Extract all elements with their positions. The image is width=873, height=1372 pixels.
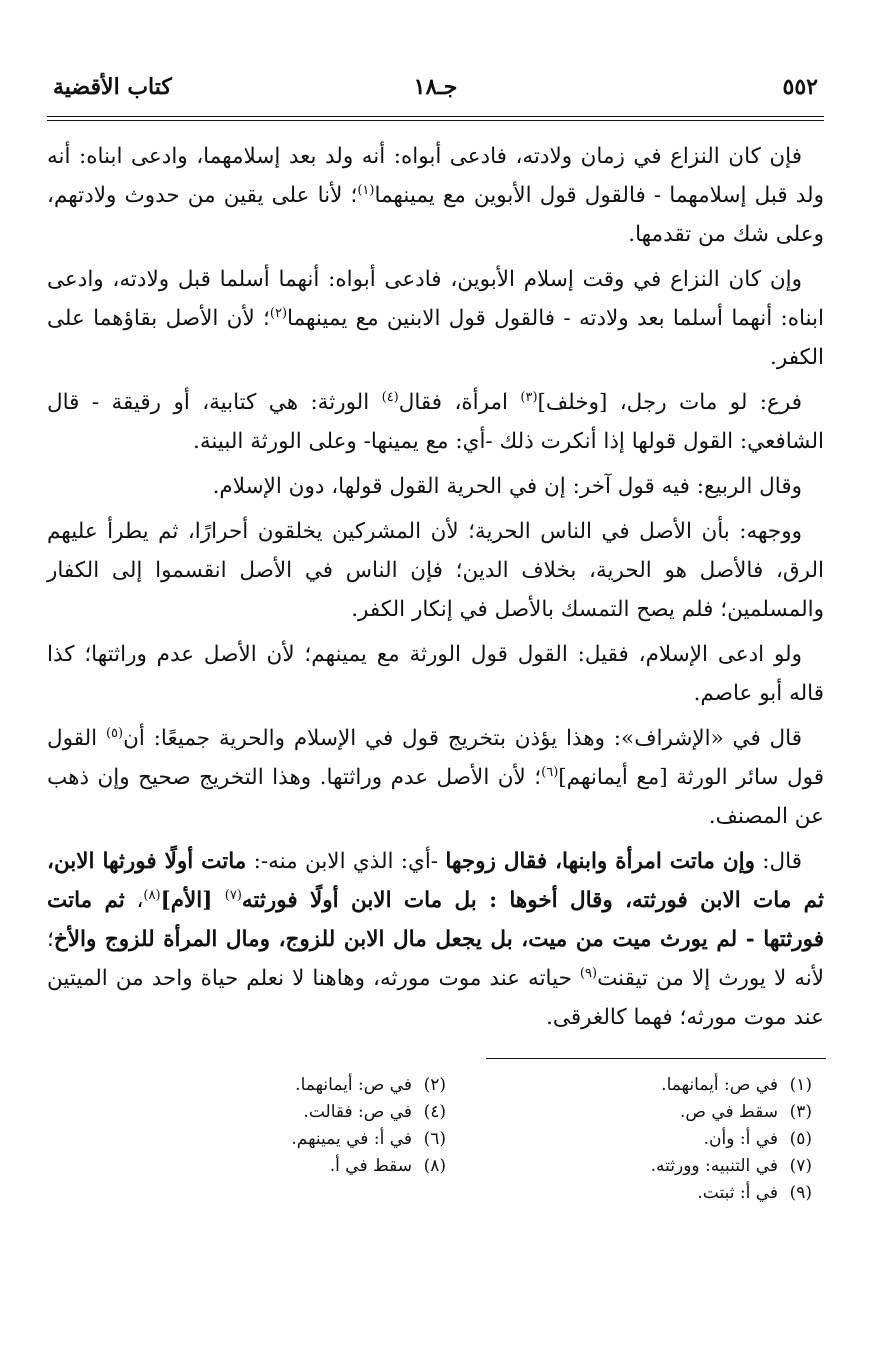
footnote-marker: (٦) bbox=[541, 764, 559, 780]
footnote-marker: (١) bbox=[357, 182, 375, 198]
text-run: قال في «الإشراف»: وهذا يؤذن بتخريج قول في الإسلام والحرية جميعًا: أن bbox=[123, 726, 802, 751]
footnote-text: في ص: أيمانهما. bbox=[295, 1075, 412, 1095]
text-run: ؛ لأنه لا يورث إلا من تيقنت bbox=[47, 927, 824, 991]
footnote-marker: (٢) bbox=[269, 305, 288, 321]
main-text bbox=[47, 137, 824, 1037]
text-run: -أي: الذي الابن منه-: bbox=[246, 849, 446, 874]
text-run: ؛ لأن الأصل بقاؤهما على الكفر. bbox=[47, 306, 824, 370]
footnote-number: (٢) bbox=[423, 1075, 446, 1095]
footnote-number: (٥) bbox=[789, 1129, 812, 1149]
footnotes-left-column bbox=[116, 1072, 446, 1180]
footnote-text: سقط في أ. bbox=[329, 1156, 412, 1176]
text-run: فإن كان النزاع في زمان ولادته، فادعى أبواه: أنه ولد بعد إسلامهما، وادعى ابناه: أنه ولد قبل إسلامهما - فالقول قول الأبوين مع يمينهما bbox=[47, 144, 824, 208]
footnote-number: (١) bbox=[789, 1075, 812, 1095]
bold-text-run: ماتت أولًا فورثها الابن، ثم مات الابن فورثته، وقال أخوها : بل مات الابن أولًا فورثته bbox=[47, 849, 824, 913]
footnote-item bbox=[482, 1180, 812, 1207]
text-run: الورثة: هي كتابية، أو رقيقة - قال الشافعي: القول قولها إذا أنكرت ذلك -أي: مع يمينها- وعلى الورثة البينة. bbox=[47, 390, 824, 454]
text-run: ووجهه: بأن الأصل في الناس الحرية؛ لأن المشركين يخلقون أحرارًا، ثم يطرأ عليهم الرق، فالأصل هو الحرية، بخلاف الدين؛ فإن الناس في الأصل انقسموا إلى الكفار والمسلمين؛ فلم يصح التمسك بالأصل في إنكار الكفر. bbox=[47, 519, 824, 622]
footnote-item bbox=[116, 1072, 446, 1099]
paragraph bbox=[47, 512, 824, 629]
text-run: ؛ لأنا على يقين من حدوث ولادتهم، وعلى شك من تقدمها. bbox=[47, 183, 824, 247]
footnote-text: في ص: أيمانهما. bbox=[661, 1075, 778, 1095]
footnote-number: (٦) bbox=[423, 1129, 446, 1149]
footnote-item bbox=[482, 1072, 812, 1099]
footnote-number: (٨) bbox=[423, 1156, 446, 1176]
footnote-text: في أ: في يمينهم. bbox=[291, 1129, 412, 1149]
paragraph bbox=[47, 635, 824, 713]
footnote-marker: (٥) bbox=[105, 725, 124, 741]
paragraph bbox=[47, 383, 824, 461]
text-run: وإن كان النزاع في وقت إسلام الأبوين، فادعى أبواه: أنهما أسلما قبل ولادته، وادعى ابناه: أنهما أسلما بعد ولادته - فالقول قول الابنين مع يمينهما bbox=[47, 267, 824, 331]
text-run: ، bbox=[124, 888, 144, 913]
book-page bbox=[47, 68, 824, 1043]
paragraph bbox=[47, 842, 824, 1037]
footnote-item bbox=[482, 1099, 812, 1126]
paragraph bbox=[47, 260, 824, 377]
footnote-item bbox=[116, 1126, 446, 1153]
footnotes-right-column bbox=[482, 1072, 812, 1207]
footnote-item bbox=[482, 1153, 812, 1180]
footnote-marker: (٨) bbox=[143, 887, 161, 903]
footnote-text: في ص: فقالت. bbox=[303, 1102, 412, 1122]
footnote-item bbox=[482, 1126, 812, 1153]
footnote-separator bbox=[486, 1058, 826, 1059]
footnote-marker: (٩) bbox=[579, 965, 598, 981]
text-run: امرأة، فقال bbox=[398, 390, 521, 415]
footnote-number: (٧) bbox=[789, 1156, 812, 1176]
paragraph bbox=[47, 467, 824, 506]
paragraph bbox=[47, 719, 824, 836]
footnote-text: سقط في ص. bbox=[679, 1102, 778, 1122]
footnote-text: في التنبيه: وورثته. bbox=[650, 1156, 778, 1176]
footnote-marker: (٣) bbox=[520, 389, 538, 405]
footnote-item bbox=[116, 1153, 446, 1180]
header-rule bbox=[47, 116, 824, 121]
footnote-item bbox=[116, 1099, 446, 1126]
footnote-number: (٤) bbox=[423, 1102, 446, 1122]
paragraph bbox=[47, 137, 824, 254]
bold-text-run: ثم ماتت فورثتها - لم يورث ميت من ميت، بل يجعل مال الابن للزوج، ومال المرأة للزوج والأخ bbox=[47, 888, 824, 952]
volume-label: جـ١٨ bbox=[413, 74, 458, 100]
text-run: ؛ لأن الأصل عدم وراثتها. وهذا التخريج صحيح وإن ذهب عن المصنف. bbox=[47, 765, 824, 829]
page-number: ٥٥٢ bbox=[782, 74, 818, 100]
footnote-marker: (٧) bbox=[224, 887, 242, 903]
page-header bbox=[47, 68, 824, 110]
text-run: فرع: لو مات رجل، [وخلف] bbox=[537, 390, 802, 415]
footnote-text: في أ: وأن. bbox=[703, 1129, 778, 1149]
bold-text-run: وإن ماتت امرأة وابنها، فقال زوجها bbox=[445, 849, 756, 874]
footnote-marker: (٤) bbox=[381, 389, 399, 405]
text-run: حياته عند موت مورثه، وهاهنا لا نعلم حياة واحد من الميتين عند موت مورثه؛ فهما كالغرقى. bbox=[47, 966, 824, 1030]
text-run: ولو ادعى الإسلام، فقيل: القول قول الورثة مع يمينهم؛ لأن الأصل عدم وراثتها؛ كذا قاله أبو عاصم. bbox=[47, 642, 824, 706]
bold-text-run: [الأم] bbox=[160, 888, 225, 913]
footnote-number: (٩) bbox=[789, 1183, 812, 1203]
footnote-text: في أ: ثبتت. bbox=[697, 1183, 778, 1203]
book-title: كتاب الأقضية bbox=[53, 74, 172, 100]
text-run: قال: bbox=[755, 849, 802, 874]
text-run: وقال الربيع: فيه قول آخر: إن في الحرية القول قولها، دون الإسلام. bbox=[212, 474, 802, 499]
footnote-number: (٣) bbox=[789, 1102, 812, 1122]
text-run: القول قول سائر الورثة [مع أيمانهم] bbox=[47, 726, 824, 790]
